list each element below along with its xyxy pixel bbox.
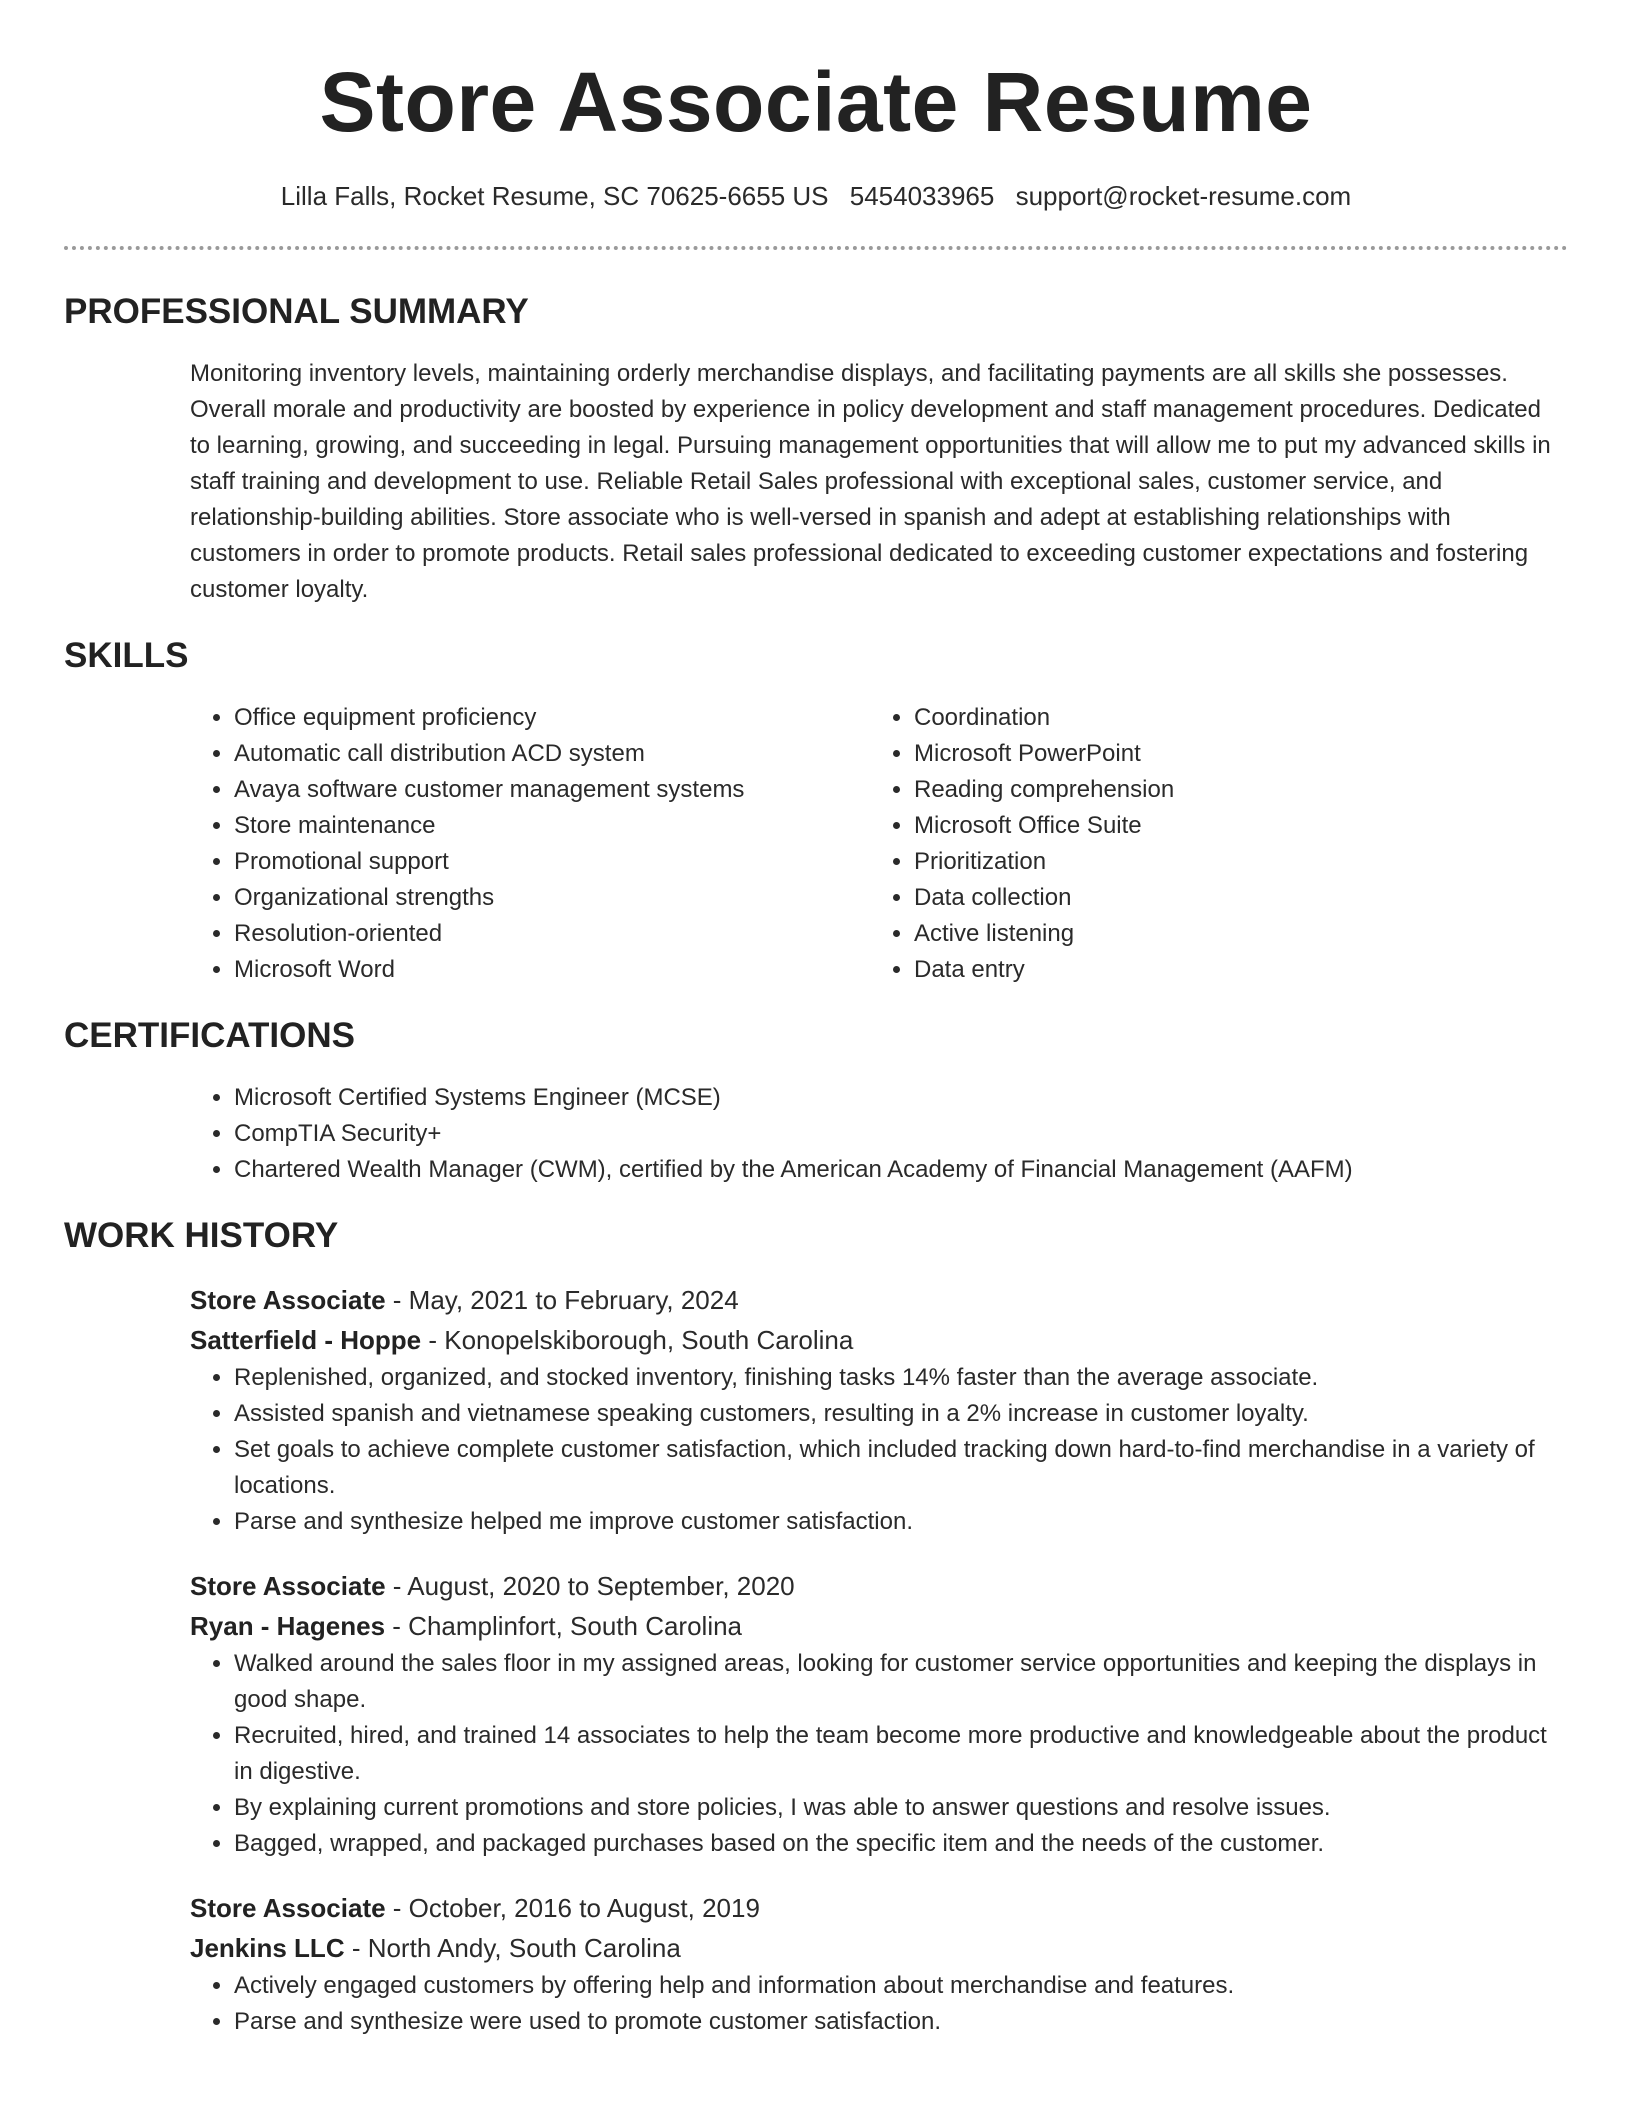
job-location: - Konopelskiborough, South Carolina — [421, 1325, 854, 1355]
job-title-line — [190, 1280, 1568, 1320]
skills-column-left — [190, 700, 870, 988]
skill-item: • Coordination — [914, 700, 1550, 736]
contact-email: support@rocket-resume.com — [1015, 181, 1352, 211]
job-bullet: • Walked around the sales floor in my assigned areas, looking for customer service opportunities and keeping the displays in good shape. — [234, 1646, 1568, 1718]
skill-item: • Microsoft PowerPoint — [914, 736, 1550, 772]
certification-item: • Chartered Wealth Manager (CWM), certified by the American Academy of Financial Management (AAFM) — [234, 1152, 1568, 1188]
resume-title: Store Associate Resume — [319, 55, 1313, 149]
job-company-line — [190, 1320, 1568, 1360]
job-bullet: • Replenished, organized, and stocked inventory, finishing tasks 14% faster than the average associate. — [234, 1360, 1568, 1396]
skill-item: • Prioritization — [914, 844, 1550, 880]
skill-item: • Automatic call distribution ACD system — [234, 736, 870, 772]
job-bullet: • By explaining current promotions and store policies, I was able to answer questions and resolve issues. — [234, 1790, 1568, 1826]
summary-text: Monitoring inventory levels, maintaining orderly merchandise displays, and facilitating payments are all skills she possesses. Overall morale and productivity are boosted by experience in policy development and staff management procedures. Dedicated to learning, growing, and succeeding in legal. Pursuing management opportunities that will allow me to put my advanced skills in staff training and development to use. Reliable Retail Sales professional with exceptional sales, customer service, and relationship-building abilities. Store associate who is well-versed in spanish and adept at establishing relationships with customers in order to promote products. Retail sales professional dedicated to exceeding customer expectations and fostering customer loyalty. — [190, 360, 1551, 603]
job-role: Store Associate — [190, 1893, 386, 1923]
job-bullet: • Parse and synthesize were used to promote customer satisfaction. — [234, 2004, 1568, 2040]
contact-phone: 5454033965 — [849, 181, 995, 211]
header-divider — [64, 246, 1568, 250]
job-bullet: • Actively engaged customers by offering help and information about merchandise and features. — [234, 1968, 1568, 2004]
skill-item: • Microsoft Word — [234, 952, 870, 988]
job-bullets — [190, 1360, 1568, 1540]
skill-item: • Resolution-oriented — [234, 916, 870, 952]
job-entry — [190, 1888, 1568, 2040]
job-entry — [190, 1566, 1568, 1862]
job-dates: - May, 2021 to February, 2024 — [385, 1285, 739, 1315]
job-title-line — [190, 1566, 1568, 1606]
skill-item: • Microsoft Office Suite — [914, 808, 1550, 844]
job-company: Ryan - Hagenes — [190, 1611, 386, 1641]
job-company-line — [190, 1606, 1568, 1646]
job-role: Store Associate — [190, 1285, 386, 1315]
certification-item: • CompTIA Security+ — [234, 1116, 1568, 1152]
summary-heading: PROFESSIONAL SUMMARY — [64, 292, 529, 331]
skill-item: • Office equipment proficiency — [234, 700, 870, 736]
skill-item: • Data collection — [914, 880, 1550, 916]
job-company: Jenkins LLC — [190, 1933, 345, 1963]
job-location: - Champlinfort, South Carolina — [385, 1611, 743, 1641]
job-bullet: • Parse and synthesize helped me improve customer satisfaction. — [234, 1504, 1568, 1540]
job-bullet: • Recruited, hired, and trained 14 associates to help the team become more productive and knowledgeable about the product in digestive. — [234, 1718, 1568, 1790]
job-bullets — [190, 1646, 1568, 1862]
contact-line — [64, 180, 1568, 212]
job-dates: - August, 2020 to September, 2020 — [385, 1571, 795, 1601]
skill-item: • Active listening — [914, 916, 1550, 952]
contact-address: Lilla Falls, Rocket Resume, SC 70625-6655 US — [280, 181, 829, 211]
skills-grid — [190, 700, 1568, 988]
skill-item: • Store maintenance — [234, 808, 870, 844]
job-entry — [190, 1280, 1568, 1540]
skill-item: • Promotional support — [234, 844, 870, 880]
job-company: Satterfield - Hoppe — [190, 1325, 422, 1355]
resume-page — [64, 0, 1568, 2040]
skill-item: • Organizational strengths — [234, 880, 870, 916]
job-title-line — [190, 1888, 1568, 1928]
certifications-block — [190, 1080, 1568, 1188]
certifications-list — [190, 1080, 1568, 1188]
skill-item: • Data entry — [914, 952, 1550, 988]
skills-list-left — [190, 700, 870, 988]
job-bullets — [190, 1968, 1568, 2040]
skill-item: • Reading comprehension — [914, 772, 1550, 808]
job-company-line — [190, 1928, 1568, 1968]
certifications-heading: CERTIFICATIONS — [64, 1016, 356, 1055]
job-bullet: • Set goals to achieve complete customer satisfaction, which included tracking down hard-to-find merchandise in a variety of locations. — [234, 1432, 1568, 1504]
job-location: - North Andy, South Carolina — [344, 1933, 681, 1963]
certification-item: • Microsoft Certified Systems Engineer (MCSE) — [234, 1080, 1568, 1116]
skills-column-right — [870, 700, 1550, 988]
work-history-heading: WORK HISTORY — [64, 1216, 339, 1255]
skills-list-right — [870, 700, 1550, 988]
job-bullet: • Assisted spanish and vietnamese speaking customers, resulting in a 2% increase in customer loyalty. — [234, 1396, 1568, 1432]
job-dates: - October, 2016 to August, 2019 — [385, 1893, 760, 1923]
job-bullet: • Bagged, wrapped, and packaged purchases based on the specific item and the needs of the customer. — [234, 1826, 1568, 1862]
skills-heading: SKILLS — [64, 636, 189, 675]
job-role: Store Associate — [190, 1571, 386, 1601]
skill-item: • Avaya software customer management systems — [234, 772, 870, 808]
